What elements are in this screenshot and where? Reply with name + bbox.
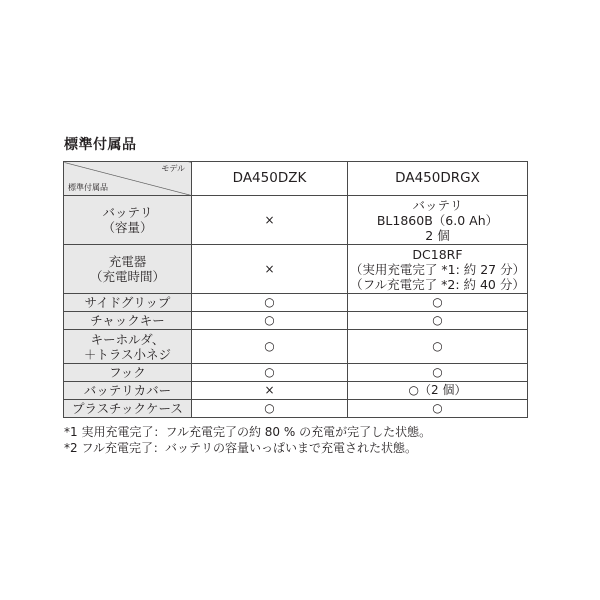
section-title: 標準付属品 [64, 137, 137, 153]
row-label-battery [64, 196, 192, 245]
cell-dzk-plastic-case: ○ [192, 400, 348, 418]
row-label-line: （容量） [102, 220, 153, 235]
row-label-line: （充電時間） [89, 269, 165, 284]
model-header-drgx: DA450DRGX [348, 162, 528, 196]
cell-drgx-battery-cover: ○（2 個） [348, 382, 528, 400]
footnote-2: *2 フル充電完了：バッテリの容量いっぱいまで充電された状態。 [64, 441, 417, 455]
footnotes [64, 424, 431, 456]
cell-dzk-side-grip: ○ [192, 294, 348, 312]
table-row [64, 330, 528, 364]
cell-dzk-battery: × [192, 196, 348, 245]
row-label-line: キーホルダ、 [90, 331, 165, 347]
table-row [64, 382, 528, 400]
cell-dzk-hook: ○ [192, 364, 348, 382]
cell-drgx-battery [348, 196, 528, 245]
cell-dzk-chuck-key: ○ [192, 312, 348, 330]
row-label-key-holder [64, 330, 192, 364]
accessories-table [63, 161, 528, 418]
row-label-side-grip: サイドグリップ [64, 294, 192, 312]
cell-dzk-battery-cover: × [192, 382, 348, 400]
cell-line: DC18RF [412, 246, 463, 262]
cell-drgx-side-grip: ○ [348, 294, 528, 312]
table-row [64, 245, 528, 294]
cell-drgx-plastic-case: ○ [348, 400, 528, 418]
table-row [64, 400, 528, 418]
corner-accessory-label: 標準付属品 [68, 183, 108, 192]
cell-line: （フル充電完了 *2: 約 40 分） [350, 276, 525, 292]
corner-header-cell [64, 162, 192, 196]
table-row [64, 312, 528, 330]
cell-drgx-chuck-key: ○ [348, 312, 528, 330]
cell-dzk-charger: × [192, 245, 348, 294]
row-label-charger [64, 245, 192, 294]
row-label-chuck-key: チャックキー [64, 312, 192, 330]
row-label-hook: フック [64, 364, 192, 382]
cell-drgx-key-holder: ○ [348, 330, 528, 364]
row-label-plastic-case: プラスチックケース [64, 400, 192, 418]
table-row [64, 294, 528, 312]
cell-line: バッテリ [412, 197, 463, 213]
cell-dzk-key-holder: ○ [192, 330, 348, 364]
header-row [64, 162, 528, 196]
row-label-battery-cover: バッテリカバー [64, 382, 192, 400]
table-row [64, 364, 528, 382]
cell-line: BL1860B（6.0 Ah） [376, 212, 499, 228]
row-label-line: 充電器 [108, 254, 147, 269]
cell-line: 2 個 [425, 227, 450, 243]
footnote-1: *1 実用充電完了：フル充電完了の約 80 % の充電が完了した状態。 [64, 425, 432, 439]
cell-line: （実用充電完了 *1: 約 27 分） [349, 261, 526, 277]
row-label-line: バッテリ [102, 205, 153, 220]
cell-drgx-charger [348, 245, 528, 294]
table-row [64, 196, 528, 245]
corner-model-label: モデル [161, 164, 185, 173]
cell-drgx-hook: ○ [348, 364, 528, 382]
model-header-dzk: DA450DZK [192, 162, 348, 196]
row-label-line: ＋トラス小ネジ [83, 346, 172, 362]
